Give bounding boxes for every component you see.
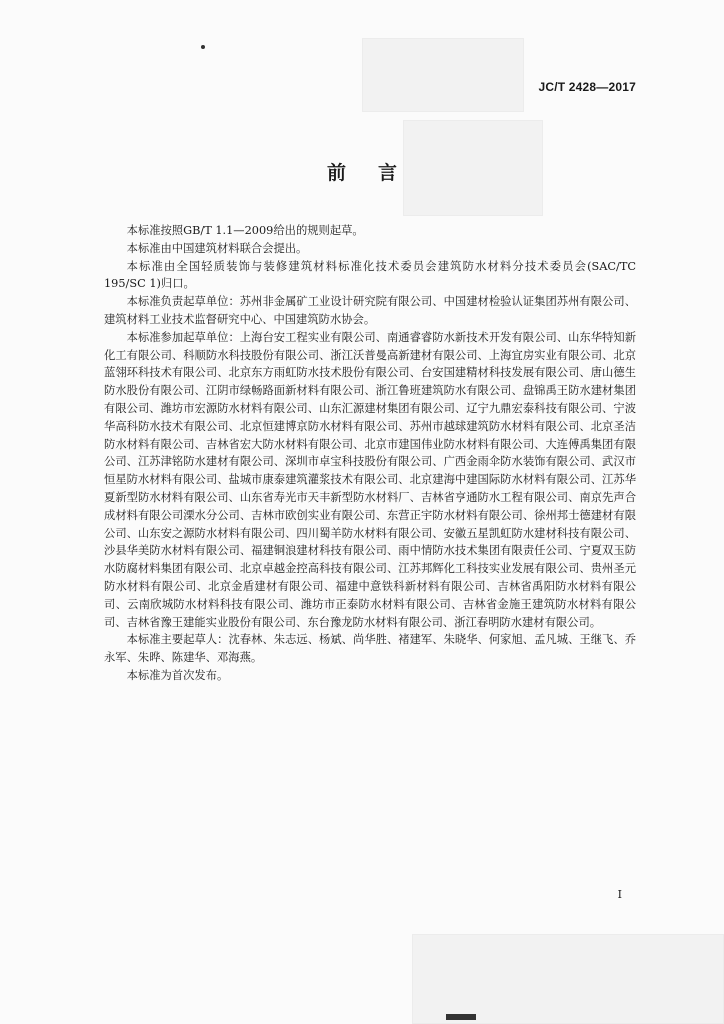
paragraph-participating-drafters: 本标准参加起草单位：上海台安工程实业有限公司、南通睿睿防水新技术开发有限公司、山东华特知新化工有限公司、科顺防水科技股份有限公司、浙江沃普曼高新建材有限公司、上海宜房实业有限公司、北京蓝翎环科技术有限公司、北京东方雨虹防水技术股份有限公司、台安国建精材科技发展有限公司、唐山德生防水股份有限公司、江阴市绿畅路面新材料有限公司、浙江鲁班建筑防水有限公司、盘锦禹王防水建材集团有限公司、潍坊市宏源防水材料有限公司、山东汇源建材集团有限公司、辽宁九鼎宏泰科技有限公司、宁波华高科防水技术有限公司、北京恒建博京防水材料有限公司、苏州市越球建筑防水材料有限公司、北京圣洁防水材料有限公司、吉林省宏大防水材料有限公司、北京市建国伟业防水材料有限公司、大连傅禹集团有限公司、江苏津铭防水建材有限公司、深圳市卓宝科技股份有限公司、广西金雨伞防水装饰有限公司、武汉市恒星防水材料有限公司、盐城市康泰建筑灌浆技术有限公司、北京建海中建国际防水材料有限公司、江苏华夏新型防水材料有限公司、山东省寿光市天丰新型防水材料厂、吉林省亨通防水工程有限公司、南京先声合成材料有限公司溧水分公司、吉林市欧创实业有限公司、东营正宇防水材料有限公司、徐州邦士德建材有限公司、山东安之源防水材料有限公司、四川蜀羊防水材料有限公司、安徽五星凯虹防水建材科技有限公司、沙县华美防水材料有限公司、福建铜浪建材科技有限公司、雨中情防水技术集团有限责任公司、宁夏双玉防水防腐材料集团有限公司、北京卓越金控高科技有限公司、江苏邦辉化工科技实业发展有限公司、贵州圣元防水材料有限公司、北京金盾建材有限公司、福建中意铁科新材料有限公司、吉林省禹阳防水材料有限公司、云南欣城防水材料科技有限公司、潍坊市正泰防水材料有限公司、吉林省金施王建筑防水材料有限公司、吉林省豫王建能实业股份有限公司、东台豫龙防水材料有限公司、浙江春明防水建材有限公司。 [104, 330, 636, 629]
paragraph-jurisdiction: 本标准由全国轻质装饰与装修建筑材料标准化技术委员会建筑防水材料分技术委员会(SAC/TC 195/SC 1)归口。 [104, 259, 636, 291]
foreword-body [104, 222, 636, 685]
scan-bottom-fragment [446, 1014, 476, 1020]
scan-artifact-bottom [412, 934, 724, 1024]
standard-code: JC/T 2428—2017 [538, 80, 636, 94]
paragraph-drafting-rules: 本标准按照GB/T 1.1—2009给出的规则起草。 [126, 224, 364, 237]
paragraph-lead-drafters: 本标准负责起草单位：苏州非金属矿工业设计研究院有限公司、中国建材检验认证集团苏州有限公司、建筑材料工业技术监督研究中心、中国建筑防水协会。 [104, 295, 636, 326]
paragraph-first-release: 本标准为首次发布。 [126, 668, 229, 682]
page-number: I [617, 888, 622, 901]
scan-dot [201, 45, 205, 49]
scan-artifact-top [362, 38, 524, 112]
page-title: 前言 [326, 162, 429, 184]
paragraph-proposed-by: 本标准由中国建筑材料联合会提出。 [126, 241, 308, 255]
paragraph-main-drafters: 本标准主要起草人：沈春林、朱志远、杨斌、尚华胜、褚建军、朱晓华、何家旭、孟凡城、王继飞、乔永军、朱晔、陈建华、邓海燕。 [104, 633, 636, 665]
